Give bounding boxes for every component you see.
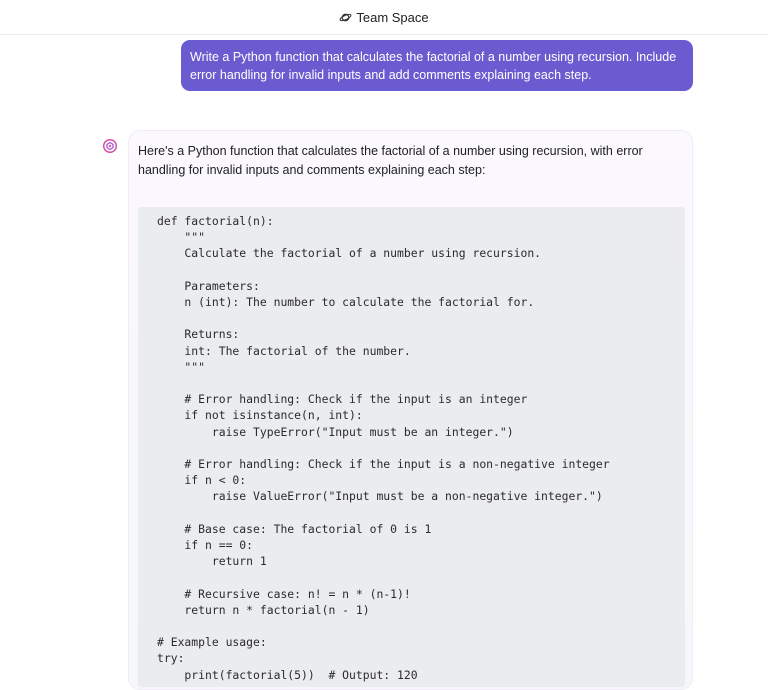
code-content: def factorial(n): """ Calculate the factorial of a number using recursion. Parameters: n (int): The number to calculate the factorial for. Returns: int: The factorial of the number. """ # Error handling: Check if the input is an integer if not isinstance(n, int): raise TypeError("Input must be an integer.") # Error handling: Check if the input is a non-negative integer if n < 0: raise ValueError("Input must be a non-negative integer.") # Base case: The factorial of 0 is 1 if n == 0: return 1 # Recursive case: n! = n * (n-1)! return n * factorial(n - 1) # Example usage: try: print(factorial(5)) # Output: 120 <box>157 214 610 682</box>
planet-icon <box>339 11 352 24</box>
assistant-logo-icon <box>102 138 118 154</box>
assistant-message-text: Here's a Python function that calculates the factorial of a number using recursion, with error handling for invalid inputs and comments explaining each step: <box>138 144 643 177</box>
code-block[interactable] <box>138 207 685 687</box>
user-message-text: Write a Python function that calculates the factorial of a number using recursion. Include error handling for invalid inputs and add comments explaining each step. <box>190 50 677 82</box>
top-bar <box>0 0 768 35</box>
space-title[interactable]: Team Space <box>356 9 429 25</box>
user-message-bubble <box>181 40 693 91</box>
assistant-message-card <box>128 130 693 690</box>
